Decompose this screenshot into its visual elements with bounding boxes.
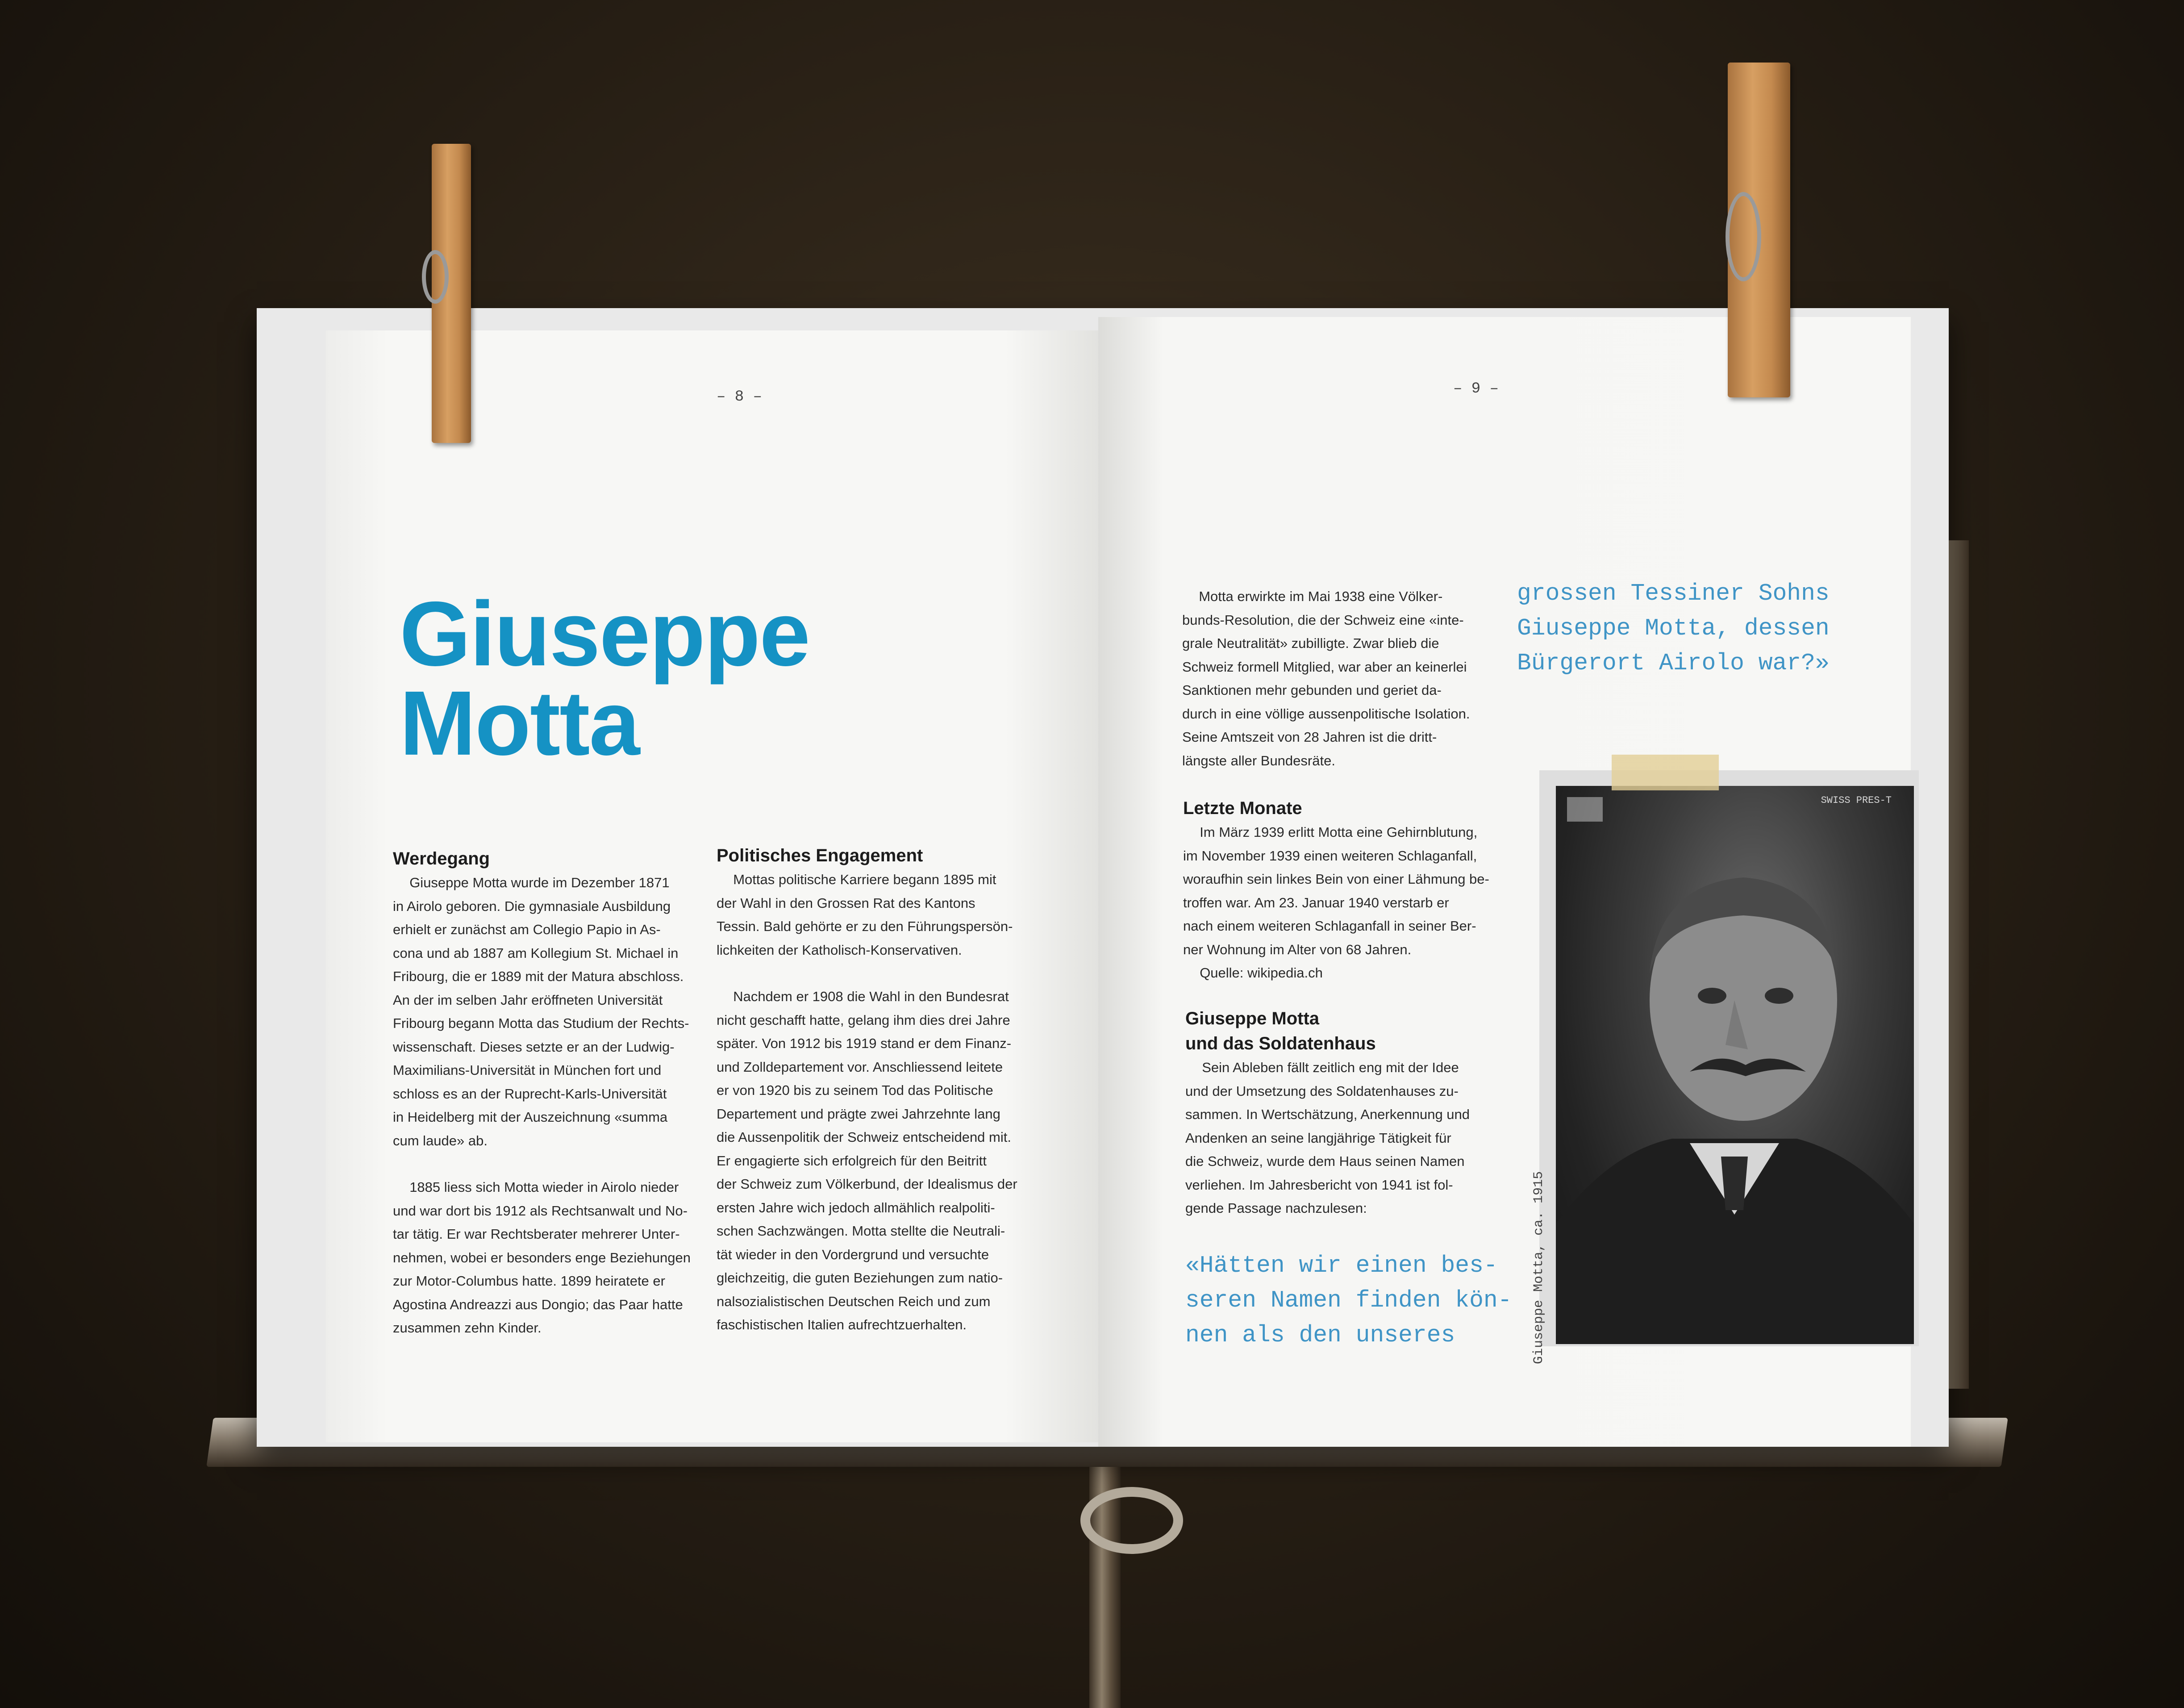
werdegang-heading: Werdegang xyxy=(393,849,490,869)
text-line: ner Wohnung im Alter von 68 Jahren. xyxy=(1183,941,1412,957)
text-line: und Zolldepartement vor. Anschliessend leitete xyxy=(717,1059,1003,1075)
text-line: Fribourg begann Motta das Studium der Rechts- xyxy=(393,1015,689,1031)
text-line: und war dort bis 1912 als Rechtsanwalt und No- xyxy=(393,1203,688,1219)
text-line: Motta erwirkte im Mai 1938 eine Völker- xyxy=(1199,589,1443,604)
text-line: Maximilians-Universität in München fort und xyxy=(393,1062,662,1078)
text-line: faschistischen Italien aufrechtzuerhalten. xyxy=(717,1317,967,1332)
soldatenhaus-column xyxy=(1185,1006,1516,1220)
text-line: nach einem weiteren Schlaganfall in seiner Ber- xyxy=(1183,918,1476,934)
text-line: Seine Amtszeit von 28 Jahren ist die dritt- xyxy=(1182,729,1437,745)
text-line: Departement und prägte zwei Jahrzehnte lang xyxy=(717,1106,1000,1122)
text-line: Schweiz formell Mitglied, war aber an keinerlei xyxy=(1182,659,1467,675)
text-line: ersten Jahre wich jedoch allmählich realpoliti- xyxy=(717,1199,995,1215)
photo-label: SWISS PRES-T xyxy=(1821,795,1892,806)
source-note: Quelle: wikipedia.ch xyxy=(1200,965,1323,981)
text-line: sammen. In Wertschätzung, Anerkennung und xyxy=(1185,1107,1470,1122)
text-line: tar tätig. Er war Rechtsberater mehrerer Unter- xyxy=(393,1226,680,1242)
text-line: erhielt er zunächst am Collegio Papio in As- xyxy=(393,922,661,937)
text-line: nicht geschafft hatte, gelang ihm dies drei Jahre xyxy=(717,1012,1010,1028)
text-line: wissenschaft. Dieses setzte er an der Ludwig- xyxy=(393,1039,675,1055)
text-line: gleichzeitig, die guten Beziehungen zum natio- xyxy=(717,1270,1003,1286)
werdegang-column xyxy=(393,846,705,1340)
text-line: zusammen zehn Kinder. xyxy=(393,1320,542,1336)
text-line: schloss es an der Ruprecht-Karls-Universität xyxy=(393,1086,667,1102)
text-line: im November 1939 einen weiteren Schlaganfall, xyxy=(1183,848,1477,864)
soldatenhaus-heading-1: Giuseppe Motta xyxy=(1185,1009,1320,1028)
text-line: Nachdem er 1908 die Wahl in den Bundesrat xyxy=(733,989,1009,1004)
title-line-2: Motta xyxy=(400,672,639,774)
page-number-right: – 9 – xyxy=(1453,380,1499,397)
quote-bottom xyxy=(1185,1248,1512,1353)
text-line: grale Neutralität» zubilligte. Zwar blieb die xyxy=(1182,635,1439,651)
clothespin-spring-left xyxy=(422,250,449,304)
politisches-engagement-heading: Politisches Engagement xyxy=(717,846,923,865)
letzte-monate-column xyxy=(1183,796,1513,985)
quote-line: nen als den unseres xyxy=(1185,1322,1455,1349)
politisches-engagement-column xyxy=(717,843,1047,1337)
text-line: woraufhin sein linkes Bein von einer Lähmung be- xyxy=(1183,871,1489,887)
text-line: die Schweiz, wurde dem Haus seinen Namen xyxy=(1185,1153,1465,1169)
text-line: Im März 1939 erlitt Motta eine Gehirnblutung, xyxy=(1200,824,1478,840)
text-line: gende Passage nachzulesen: xyxy=(1185,1200,1367,1216)
title-line-1: Giuseppe xyxy=(400,583,810,685)
masking-tape xyxy=(1612,755,1719,790)
text-line: längste aller Bundesräte. xyxy=(1182,752,1335,768)
quote-line: seren Namen finden kön- xyxy=(1185,1287,1512,1314)
quote-line: «Hätten wir einen bes- xyxy=(1185,1252,1498,1279)
text-line: cona und ab 1887 am Kollegium St. Michael in xyxy=(393,945,679,961)
text-line: Tessin. Bald gehörte er zu den Führungspersön- xyxy=(717,919,1013,934)
portrait-illustration xyxy=(1556,786,1914,1344)
text-line: bunds-Resolution, die der Schweiz eine «inte- xyxy=(1182,612,1464,628)
text-line: cum laude» ab. xyxy=(393,1132,488,1148)
text-line: An der im selben Jahr eröffneten Universität xyxy=(393,992,663,1008)
text-line: die Aussenpolitik der Schweiz entscheidend mit. xyxy=(717,1129,1011,1145)
quote-line: Bürgerort Airolo war?» xyxy=(1517,650,1830,677)
quote-line: Giuseppe Motta, dessen xyxy=(1517,615,1830,642)
politik-paragraph-2 xyxy=(717,985,1047,1337)
text-line: troffen war. Am 23. Januar 1940 verstarb er xyxy=(1183,894,1449,910)
clothespin-spring-right xyxy=(1726,192,1761,281)
text-line: durch in eine völlige aussenpolitische Isolation. xyxy=(1182,706,1470,722)
werdegang-paragraph-1 xyxy=(393,871,705,1153)
text-line: nehmen, wobei er besonders enge Beziehungen xyxy=(393,1249,691,1265)
music-stand-knob xyxy=(1080,1487,1183,1554)
politik-paragraph-1 xyxy=(717,868,1047,962)
text-line: Er engagierte sich erfolgreich für den Beitritt xyxy=(717,1153,987,1169)
text-line: später. Von 1912 bis 1919 stand er dem Finanz- xyxy=(717,1036,1012,1051)
text-line: 1885 liess sich Motta wieder in Airolo nieder xyxy=(409,1179,679,1195)
text-line: und der Umsetzung des Soldatenhauses zu- xyxy=(1185,1083,1459,1099)
text-line: verliehen. Im Jahresbericht von 1941 ist fol- xyxy=(1185,1177,1453,1193)
text-line: Fribourg, die er 1889 mit der Matura abschloss. xyxy=(393,969,684,984)
text-line: er von 1920 bis zu seinem Tod das Politische xyxy=(717,1082,993,1098)
text-line: schen Sachzwängen. Motta stellte die Neutrali- xyxy=(717,1223,1005,1239)
text-line: Sein Ableben fällt zeitlich eng mit der Idee xyxy=(1202,1060,1459,1075)
soldatenhaus-heading-2: und das Soldatenhaus xyxy=(1185,1034,1376,1053)
text-line: in Heidelberg mit der Auszeichnung «summa xyxy=(393,1109,668,1125)
quote-top xyxy=(1517,576,1830,681)
text-line: Sanktionen mehr gebunden und geriet da- xyxy=(1182,682,1442,698)
letzte-monate-heading: Letzte Monate xyxy=(1183,798,1302,818)
text-line: tät wieder in den Vordergrund und versuchte xyxy=(717,1246,989,1262)
text-line: Andenken an seine langjährige Tätigkeit für xyxy=(1185,1130,1451,1146)
werdegang-paragraph-2 xyxy=(393,1176,705,1340)
text-line: Giuseppe Motta wurde im Dezember 1871 xyxy=(409,875,670,890)
text-line: der Schweiz zum Völkerbund, der Idealismus der xyxy=(717,1176,1017,1192)
portrait-photo xyxy=(1556,786,1914,1344)
intro-column xyxy=(1182,585,1513,773)
text-line: Agostina Andreazzi aus Dongio; das Paar hatte xyxy=(393,1296,683,1312)
text-line: nalsozialistischen Deutschen Reich und zum xyxy=(717,1293,991,1309)
text-line: Mottas politische Karriere begann 1895 mit xyxy=(733,872,996,887)
quote-line: grossen Tessiner Sohns xyxy=(1517,580,1830,607)
text-line: lichkeiten der Katholisch-Konservativen. xyxy=(717,942,962,958)
photo-caption: Giuseppe Motta, ca. 1915 xyxy=(1531,1171,1546,1364)
text-line: in Airolo geboren. Die gymnasiale Ausbildung xyxy=(393,898,671,914)
page-number-left: – 8 – xyxy=(717,388,763,405)
text-line: zur Motor-Columbus hatte. 1899 heiratete er xyxy=(393,1273,665,1289)
text-line: der Wahl in den Grossen Rat des Kantons xyxy=(717,895,975,911)
page-title xyxy=(400,583,810,774)
